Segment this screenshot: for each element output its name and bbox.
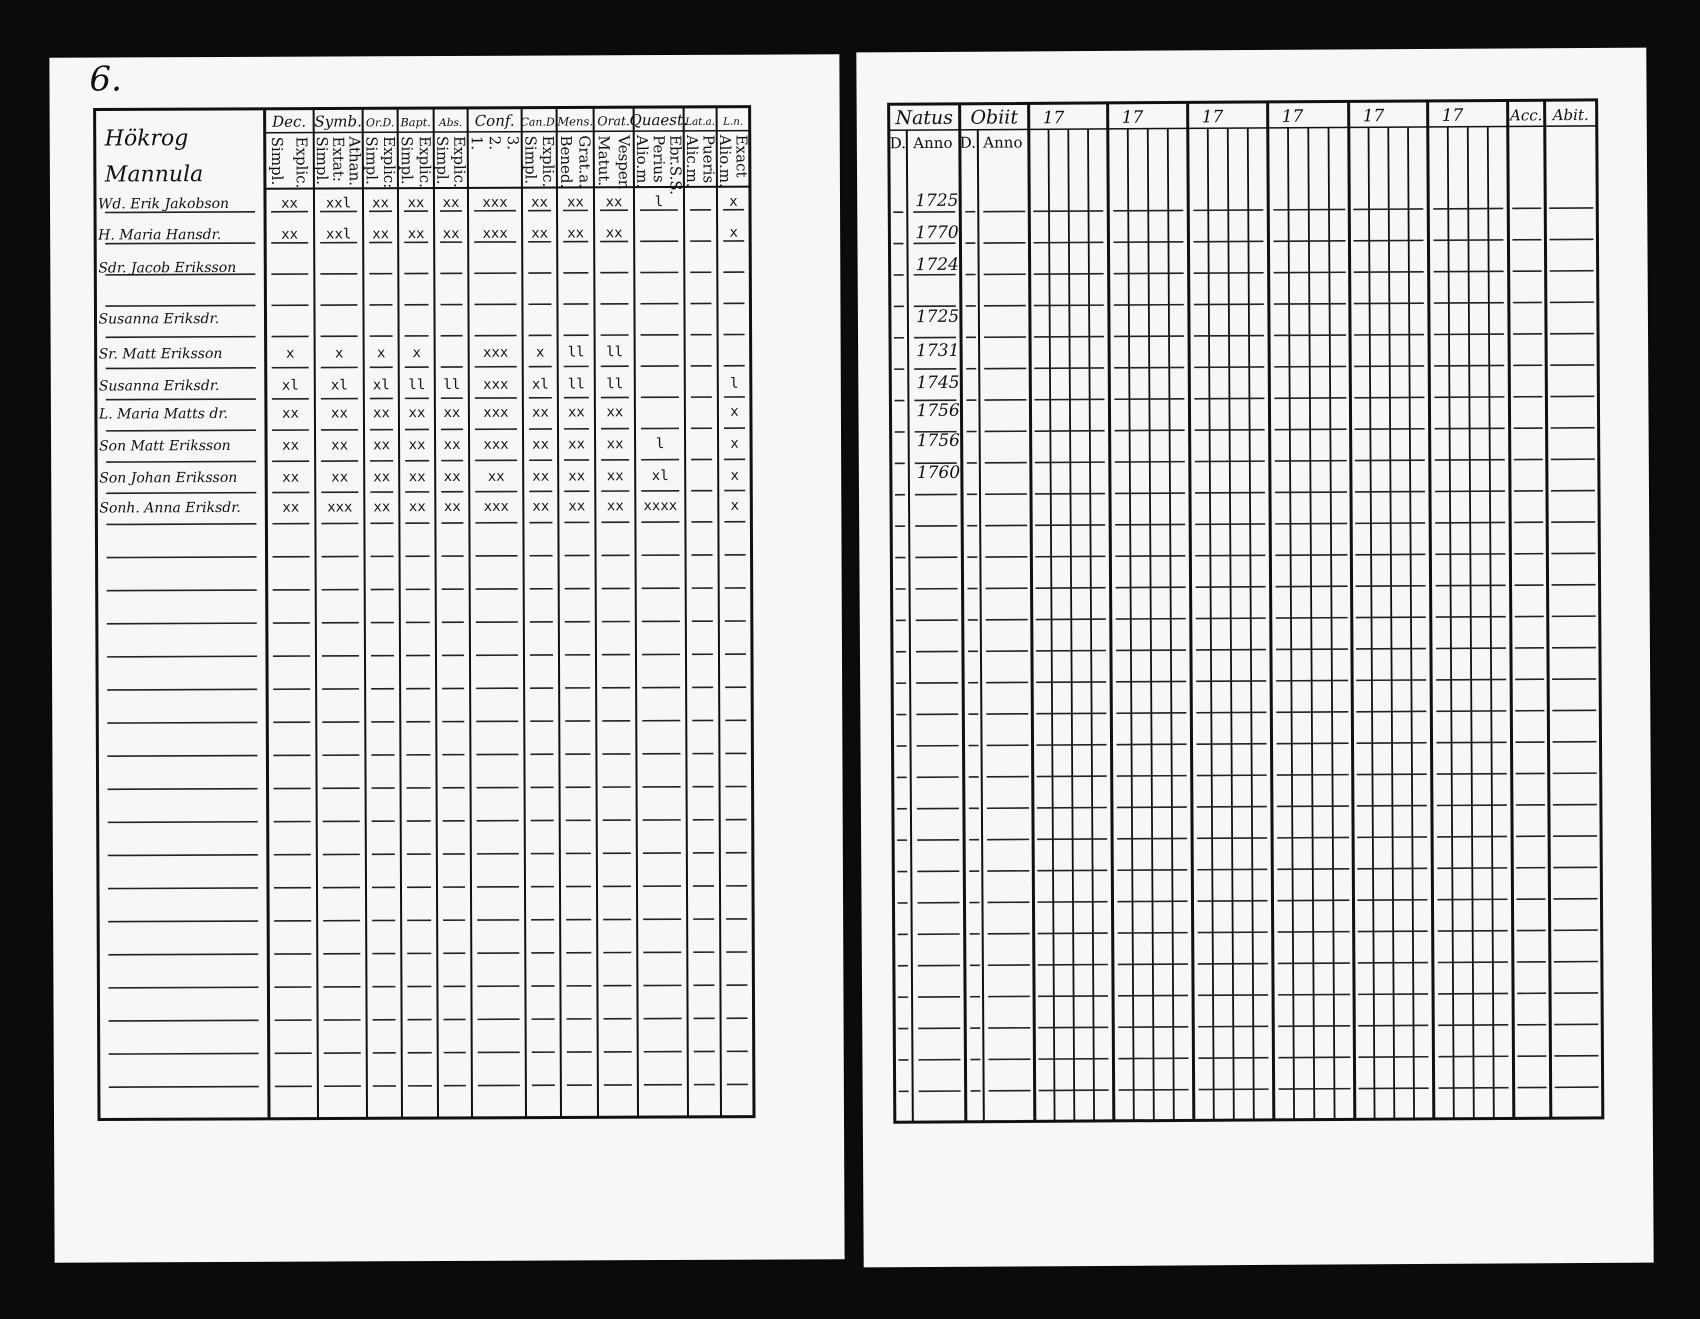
column-header: Conf.	[474, 111, 515, 130]
name-rule	[106, 430, 256, 431]
name-rule	[107, 623, 257, 624]
progress-mark: xx	[407, 226, 425, 243]
progress-mark: xx	[532, 498, 550, 515]
progress-mark: xx	[373, 469, 391, 486]
progress-mark: xx	[408, 437, 426, 454]
progress-mark: xxx	[482, 194, 508, 211]
person-name: Susanna Eriksdr.	[98, 310, 220, 328]
name-rule	[106, 399, 256, 400]
progress-mark: xx	[442, 194, 460, 212]
birth-year: 1725	[915, 190, 959, 212]
column-rule	[1329, 128, 1335, 1120]
progress-mark: xx	[330, 405, 348, 422]
column-subheader: 1.	[467, 135, 486, 151]
person-name: Susanna Eriksdr.	[98, 377, 220, 395]
column-header: Can.D.	[520, 115, 558, 129]
progress-mark: xx	[606, 404, 624, 421]
column-rule	[1168, 129, 1174, 1121]
name-rule	[108, 822, 258, 823]
progress-mark: xx	[373, 437, 391, 454]
column-rule	[522, 108, 526, 1118]
progress-mark: xx	[487, 468, 505, 485]
progress-mark: x	[730, 467, 739, 484]
column-rule	[1188, 102, 1194, 1120]
progress-mark: xxxx	[643, 497, 678, 515]
year-header: 17	[1042, 108, 1065, 129]
name-rule	[106, 461, 256, 462]
column-rule	[717, 107, 721, 1117]
column-rule	[1248, 128, 1254, 1120]
name-rule	[109, 1020, 259, 1021]
person-name: Son Johan Eriksson	[99, 469, 238, 487]
column-rule	[314, 109, 318, 1119]
progress-mark: x	[412, 345, 421, 362]
progress-mark: xx	[442, 225, 460, 243]
birth-year: 1770	[915, 222, 959, 244]
column-rule	[1428, 101, 1434, 1119]
birth-year: 1724	[915, 254, 959, 276]
person-name: L. Maria Matts dr.	[98, 405, 228, 423]
column-rule	[1308, 128, 1314, 1120]
column-subheader: Extat:	[329, 136, 348, 182]
progress-mark: x	[729, 224, 738, 241]
progress-mark: xx	[567, 225, 585, 242]
progress-mark: xx	[531, 194, 548, 211]
column-rule	[1288, 128, 1294, 1120]
column-rule	[1068, 129, 1074, 1121]
progress-mark: xx	[443, 404, 461, 422]
progress-mark: xx	[567, 194, 584, 211]
column-subheader: Matut.	[594, 135, 613, 187]
column-rule	[634, 107, 638, 1117]
progress-mark: xx	[372, 226, 390, 243]
name-rule	[106, 493, 256, 494]
column-rule	[1448, 127, 1454, 1119]
column-rule	[468, 108, 472, 1118]
name-rule	[108, 921, 258, 922]
progress-mark: xxx	[482, 344, 509, 361]
progress-mark: xl	[531, 376, 549, 393]
column-rule	[1408, 127, 1414, 1119]
column-header: Orat.	[597, 113, 631, 129]
column-rule	[1029, 103, 1035, 1121]
column-subheader: Alio.m.	[715, 134, 735, 188]
progress-mark: xx	[605, 194, 623, 211]
column-subheader: Explic.	[415, 136, 434, 188]
column-subheader: Exact	[732, 134, 751, 178]
progress-mark: xx	[606, 468, 624, 485]
progress-mark: xx	[531, 404, 549, 421]
progress-mark: xxl	[325, 226, 352, 243]
progress-mark: l	[730, 375, 739, 392]
progress-mark: xxx	[482, 225, 508, 242]
name-rule	[106, 368, 256, 369]
progress-mark: xx	[331, 469, 349, 486]
column-header: Mens.	[557, 114, 594, 129]
column-header: Dec.	[272, 112, 307, 131]
name-rule	[107, 722, 257, 723]
progress-mark: xx	[568, 498, 586, 515]
birth-year: 1756	[916, 400, 960, 422]
name-rule	[107, 590, 257, 591]
column-rule	[1488, 127, 1494, 1119]
column-subheader: Alic.m.	[682, 134, 702, 188]
column-rule	[684, 107, 688, 1117]
column-rule	[1508, 100, 1514, 1118]
progress-mark: xl	[281, 377, 299, 394]
progress-mark: xx	[282, 437, 300, 454]
left-register-table	[49, 54, 844, 1262]
column-header: L.n.	[723, 115, 744, 128]
progress-mark: xx	[567, 404, 585, 421]
progress-mark: ll	[443, 376, 461, 394]
name-rule	[107, 689, 257, 690]
progress-mark: xx	[281, 405, 299, 422]
name-rule	[108, 855, 258, 856]
column-subheader: Simpl.	[362, 136, 381, 185]
progress-mark: xl	[372, 377, 390, 394]
column-rule	[1468, 127, 1474, 1119]
year-header: 17	[1441, 105, 1464, 126]
name-rule	[108, 888, 258, 889]
name-rule	[105, 305, 255, 306]
column-rule	[1369, 127, 1375, 1119]
progress-mark: xx	[408, 405, 426, 422]
column-subheader: Pueris	[699, 134, 718, 184]
progress-mark: x	[376, 345, 386, 362]
progress-mark: xx	[606, 436, 624, 453]
column-header: Lat.a.	[685, 115, 716, 128]
name-rule	[108, 987, 258, 988]
column-subheader: Simpl.	[433, 135, 452, 185]
anno-subheader: Anno	[913, 133, 953, 153]
left-page	[49, 54, 844, 1262]
column-subheader: Alio.m.	[633, 135, 652, 189]
progress-mark: x	[730, 435, 739, 452]
birth-year: 1756	[916, 430, 960, 452]
column-rule	[557, 108, 561, 1118]
year-header: 17	[1201, 107, 1224, 128]
progress-mark: xl	[330, 377, 348, 394]
person-name: H. Maria Hansdr.	[98, 226, 222, 244]
column-rule	[594, 107, 598, 1117]
column-header: Symb.	[314, 112, 362, 131]
table-frame	[95, 107, 754, 1120]
name-rule	[106, 524, 256, 525]
column-subheader: Explic.	[450, 135, 469, 188]
progress-mark: xxx	[483, 498, 510, 515]
progress-mark: xx	[407, 195, 425, 212]
abiit-header: Abit.	[1552, 105, 1589, 125]
column-subheader: Simpl.	[521, 135, 540, 185]
header-rule	[265, 131, 750, 133]
progress-mark: xx	[331, 437, 349, 454]
progress-mark: ll	[408, 377, 426, 394]
column-rule	[398, 108, 402, 1118]
name-rule	[109, 1087, 259, 1088]
progress-mark: x	[535, 344, 545, 361]
right-register-table	[856, 48, 1653, 1268]
person-name: Sonh. Anna Eriksdr.	[99, 499, 241, 517]
progress-mark: l	[654, 194, 664, 211]
progress-mark: ll	[567, 344, 585, 361]
progress-mark: xx	[605, 225, 623, 242]
column-subheader: Athan.	[345, 136, 364, 187]
column-rule	[1388, 127, 1394, 1119]
column-subheader: 3.	[503, 135, 522, 151]
birth-year: 1725	[915, 306, 960, 328]
column-rule	[1049, 129, 1055, 1121]
person-name: Son Matt Eriksson	[99, 437, 231, 455]
progress-mark: x	[729, 193, 738, 210]
year-header: 17	[1121, 107, 1144, 128]
name-rule	[108, 954, 258, 955]
name-rule	[106, 337, 256, 338]
name-rule	[109, 1053, 259, 1054]
natus-header: Natus	[895, 106, 954, 130]
column-rule	[1128, 129, 1134, 1121]
progress-mark: xx	[532, 468, 550, 485]
progress-mark: xx	[443, 436, 461, 454]
column-rule	[265, 109, 269, 1119]
progress-mark: xx	[568, 436, 586, 453]
column-header: Abs.	[438, 115, 463, 130]
day-subheader: D.	[889, 134, 907, 153]
name-rule	[107, 756, 257, 757]
column-subheader: Explic.	[292, 136, 311, 189]
progress-mark: xx	[282, 469, 300, 486]
column-subheader: Simpl.	[397, 136, 416, 185]
progress-mark: x	[285, 345, 295, 362]
name-rule	[108, 789, 258, 790]
column-rule	[1148, 129, 1154, 1121]
person-name: Wd. Erik Jakobson	[97, 195, 230, 213]
register-title: Hökrog	[104, 126, 189, 152]
table-frame	[889, 100, 1603, 1122]
progress-mark: x	[730, 403, 739, 420]
progress-mark: xx	[373, 499, 391, 516]
column-rule	[1228, 128, 1234, 1120]
person-name: Sr. Matt Eriksson	[98, 345, 223, 363]
column-subheader: Grat.a.	[575, 135, 594, 189]
column-rule	[1349, 101, 1355, 1119]
column-subheader: Explic.	[538, 135, 558, 188]
day-subheader: D.	[959, 133, 977, 152]
progress-mark: ll	[606, 344, 624, 361]
progress-mark: xx	[408, 469, 426, 486]
progress-mark: xx	[532, 436, 550, 453]
person-name: Sdr. Jacob Eriksson	[98, 259, 237, 277]
column-header: Bapt.	[400, 116, 431, 130]
progress-mark: xxx	[327, 499, 353, 516]
column-subheader: Simpl.	[312, 136, 332, 186]
progress-mark: xxx	[483, 404, 509, 421]
progress-mark: ll	[606, 376, 624, 393]
progress-mark: xx	[281, 195, 298, 212]
column-subheader: Perius	[649, 135, 668, 183]
register-title: Mannula	[104, 162, 204, 188]
birth-year: 1731	[916, 340, 960, 362]
progress-mark: xx	[282, 499, 300, 516]
column-rule	[978, 130, 984, 1122]
progress-mark: xxx	[483, 436, 509, 453]
birth-year: 1760	[916, 462, 961, 484]
progress-mark: ll	[567, 376, 585, 393]
right-page	[856, 48, 1653, 1268]
progress-mark: xxl	[325, 195, 352, 212]
birth-year: 1745	[916, 372, 960, 394]
progress-mark: xx	[372, 195, 389, 212]
year-header: 17	[1281, 106, 1304, 127]
progress-mark: xx	[443, 498, 461, 516]
column-header: Or.D.	[365, 116, 395, 130]
progress-mark: x	[730, 497, 740, 514]
column-subheader: Explic:	[379, 136, 399, 189]
column-rule	[1108, 103, 1114, 1121]
progress-mark: x	[334, 345, 344, 362]
progress-mark: xxx	[483, 376, 509, 393]
progress-mark: xx	[443, 468, 461, 486]
column-rule	[1208, 128, 1214, 1120]
progress-mark: xx	[568, 468, 586, 485]
column-rule	[1088, 129, 1094, 1121]
column-subheader: Vesper.	[614, 135, 633, 191]
progress-mark: xx	[408, 499, 426, 516]
name-rule	[107, 656, 257, 657]
progress-mark: xl	[651, 468, 669, 485]
page-number: 6.	[89, 59, 123, 100]
column-rule	[434, 108, 438, 1118]
column-rule	[1545, 100, 1551, 1118]
progress-mark: xx	[531, 225, 549, 242]
anno-subheader: Anno	[983, 133, 1023, 152]
progress-mark: xx	[606, 498, 624, 515]
column-rule	[363, 108, 367, 1118]
progress-mark: xx	[281, 226, 299, 243]
column-header: Quaest.	[629, 110, 688, 130]
progress-mark: l	[655, 436, 665, 453]
column-subheader: 2.	[485, 135, 504, 151]
year-header: 17	[1362, 106, 1385, 127]
column-rule	[907, 130, 913, 1122]
obiit-header: Obiit	[970, 106, 1019, 129]
column-subheader: Ebr.S.S.	[666, 134, 685, 195]
name-rule	[107, 557, 257, 558]
column-subheader: Bened.	[556, 135, 576, 189]
column-rule	[960, 104, 966, 1122]
accessit-header: Acc.	[1509, 106, 1543, 125]
progress-mark: xx	[372, 405, 390, 422]
column-rule	[1268, 102, 1274, 1120]
column-subheader: Simpl.	[267, 136, 287, 186]
